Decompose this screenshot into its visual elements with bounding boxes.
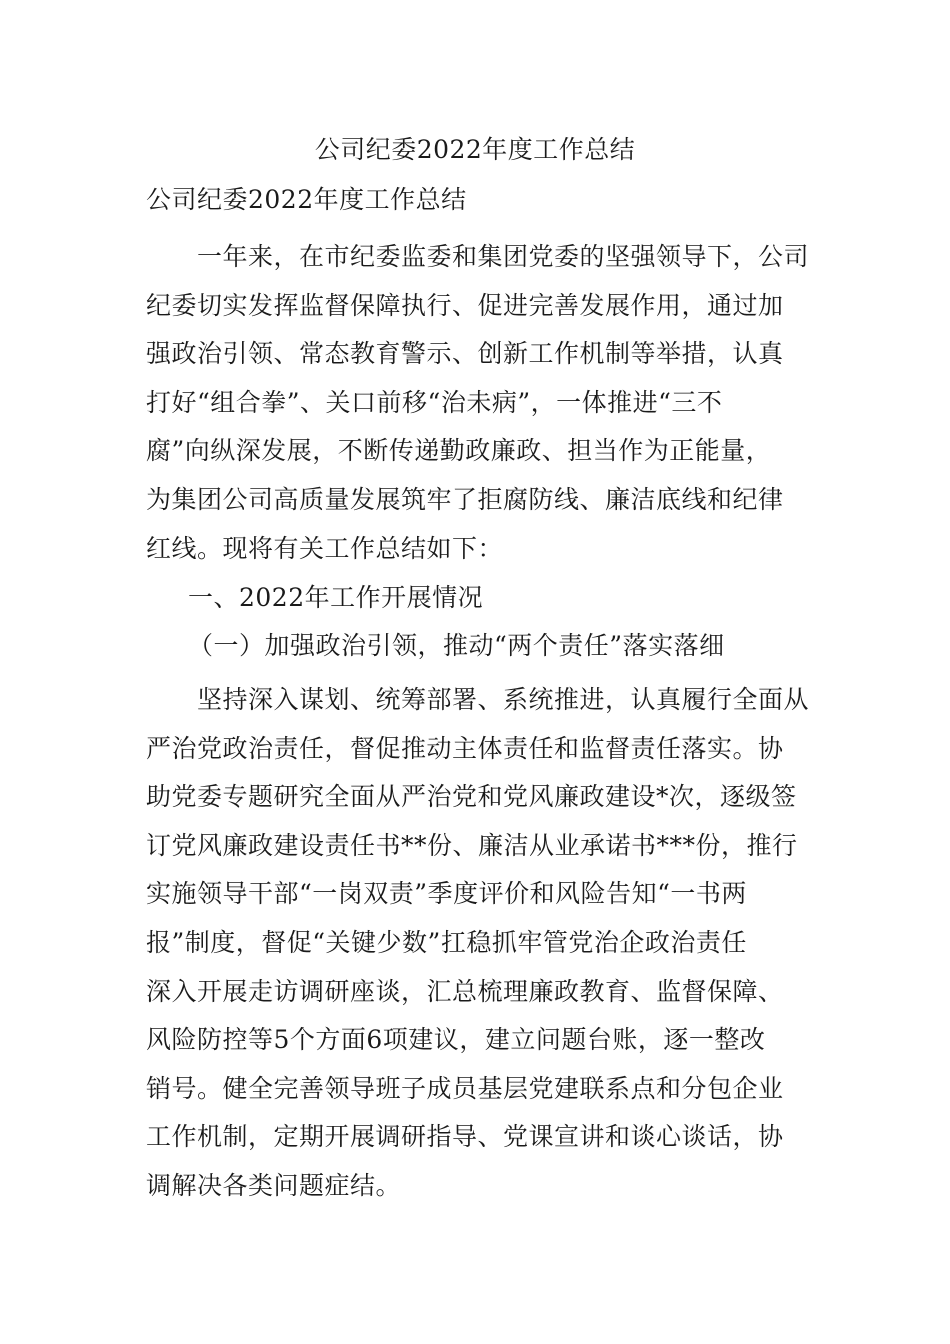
paragraph-line: 红线。现将有关工作总结如下： bbox=[146, 533, 504, 563]
paragraph-line: 销号。健全完善领导班子成员基层党建联系点和分包企业 bbox=[146, 1073, 784, 1103]
paragraph-line: 调解决各类问题症结。 bbox=[146, 1170, 402, 1200]
paragraph-line: 打好“组合拳”、关口前移“治未病”，一体推进“三不 bbox=[146, 387, 723, 417]
document-subtitle: 公司纪委2022年度工作总结 bbox=[146, 185, 467, 214]
paragraph-line: 坚持深入谋划、统筹部署、系统推进，认真履行全面从 bbox=[146, 685, 810, 714]
paragraph-line: 深入开展走访调研座谈，汇总梳理廉政教育、监督保障、 bbox=[146, 976, 784, 1006]
section-heading: 一、2022年工作开展情况 bbox=[188, 583, 484, 612]
paragraph-line: 强政治引领、常态教育警示、创新工作机制等举措，认真 bbox=[146, 339, 784, 369]
paragraph-line: 一年来，在市纪委监委和集团党委的坚强领导下，公司 bbox=[146, 242, 810, 271]
body-paragraph bbox=[146, 676, 816, 1211]
paragraph-line: 为集团公司高质量发展筑牢了拒腐防线、廉洁底线和纪律 bbox=[146, 484, 784, 514]
paragraph-line: 报”制度，督促“关键少数”扛稳抓牢管党治企政治责任 bbox=[146, 927, 747, 957]
paragraph-line: 纪委切实发挥监督保障执行、促进完善发展作用，通过加 bbox=[146, 290, 784, 320]
paragraph-line: 实施领导干部“一岗双责”季度评价和风险告知“一书两 bbox=[146, 879, 747, 909]
subsection-heading: （一）加强政治引领，推动“两个责任”落实落细 bbox=[188, 631, 725, 660]
paragraph-line: 风险防控等5个方面6项建议，建立问题台账，逐一整改 bbox=[146, 1025, 766, 1055]
paragraph-line: 严治党政治责任，督促推动主体责任和监督责任落实。协 bbox=[146, 733, 784, 763]
paragraph-line: 腐”向纵深发展，不断传递勤政廉政、担当作为正能量， bbox=[146, 436, 772, 466]
intro-paragraph bbox=[146, 233, 816, 573]
paragraph-line: 订党风廉政建设责任书**份、廉洁从业承诺书***份，推行 bbox=[146, 830, 798, 860]
document-title: 公司纪委2022年度工作总结 bbox=[314, 135, 636, 164]
paragraph-line: 助党委专题研究全面从严治党和党风廉政建设*次，逐级签 bbox=[146, 782, 797, 812]
paragraph-line: 工作机制，定期开展调研指导、党课宣讲和谈心谈话，协 bbox=[146, 1122, 784, 1152]
